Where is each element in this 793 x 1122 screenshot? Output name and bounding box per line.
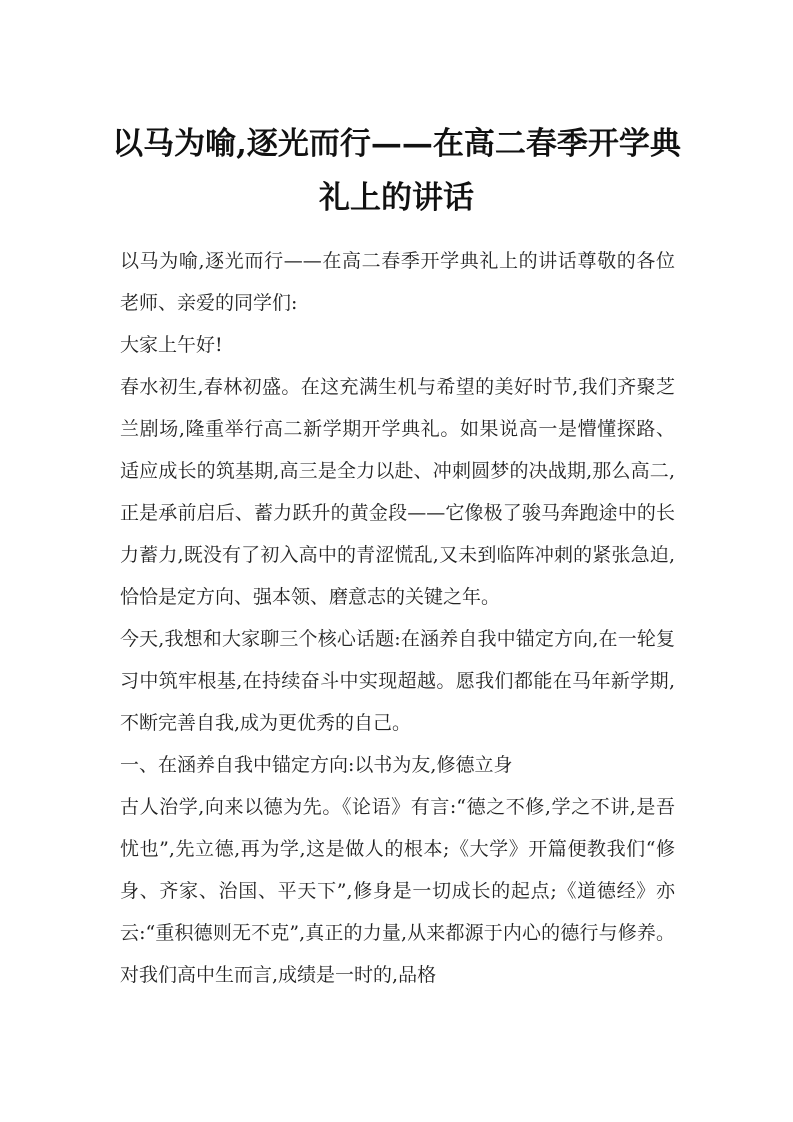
paragraph-opening: 以马为喻,逐光而行——在高二春季开学典礼上的讲话尊敬的各位老师、亲爱的同学们: [120,250,675,314]
paragraph-section-one: 古人治学,向来以德为先。《论语》有言:“德之不修,学之不讲,是吾忧也”,先立德,再为学,这是做人的根本;《大学》开篇便教我们“修身、齐家、治国、平天下”,修身是一切成长的起点;《道德经》亦云:“重积德则无不克”,真正的力量,从来都源于内心的德行与修养。对我们高中生而言,成绩是一时的,品格 [120,796,675,986]
document-body [120,240,675,996]
section-heading-one: 一、在涵养自我中锚定方向:以书为友,修德立身 [120,754,513,776]
paragraph-introduction: 春水初生,春林初盛。在这充满生机与希望的美好时节,我们齐聚芝兰剧场,隆重举行高二新学期开学典礼。如果说高一是懵懂探路、适应成长的筑基期,高三是全力以赴、冲刺圆梦的决战期,那么高二,正是承前启后、蓄力跃升的黄金段——它像极了骏马奔跑途中的长力蓄力,既没有了初入高中的青涩慌乱,又未到临阵冲刺的紧张急迫,恰恰是定方向、强本领、磨意志的关键之年。 [120,376,675,608]
paragraph-topics: 今天,我想和大家聊三个核心话题:在涵养自我中锚定方向,在一轮复习中筑牢根基,在持续奋斗中实现超越。愿我们都能在马年新学期,不断完善自我,成为更优秀的自己。 [120,628,675,734]
document-title: 以马为喻,逐光而行——在高二春季开学典礼上的讲话 [112,126,681,216]
paragraph-greeting: 大家上午好! [120,334,223,356]
